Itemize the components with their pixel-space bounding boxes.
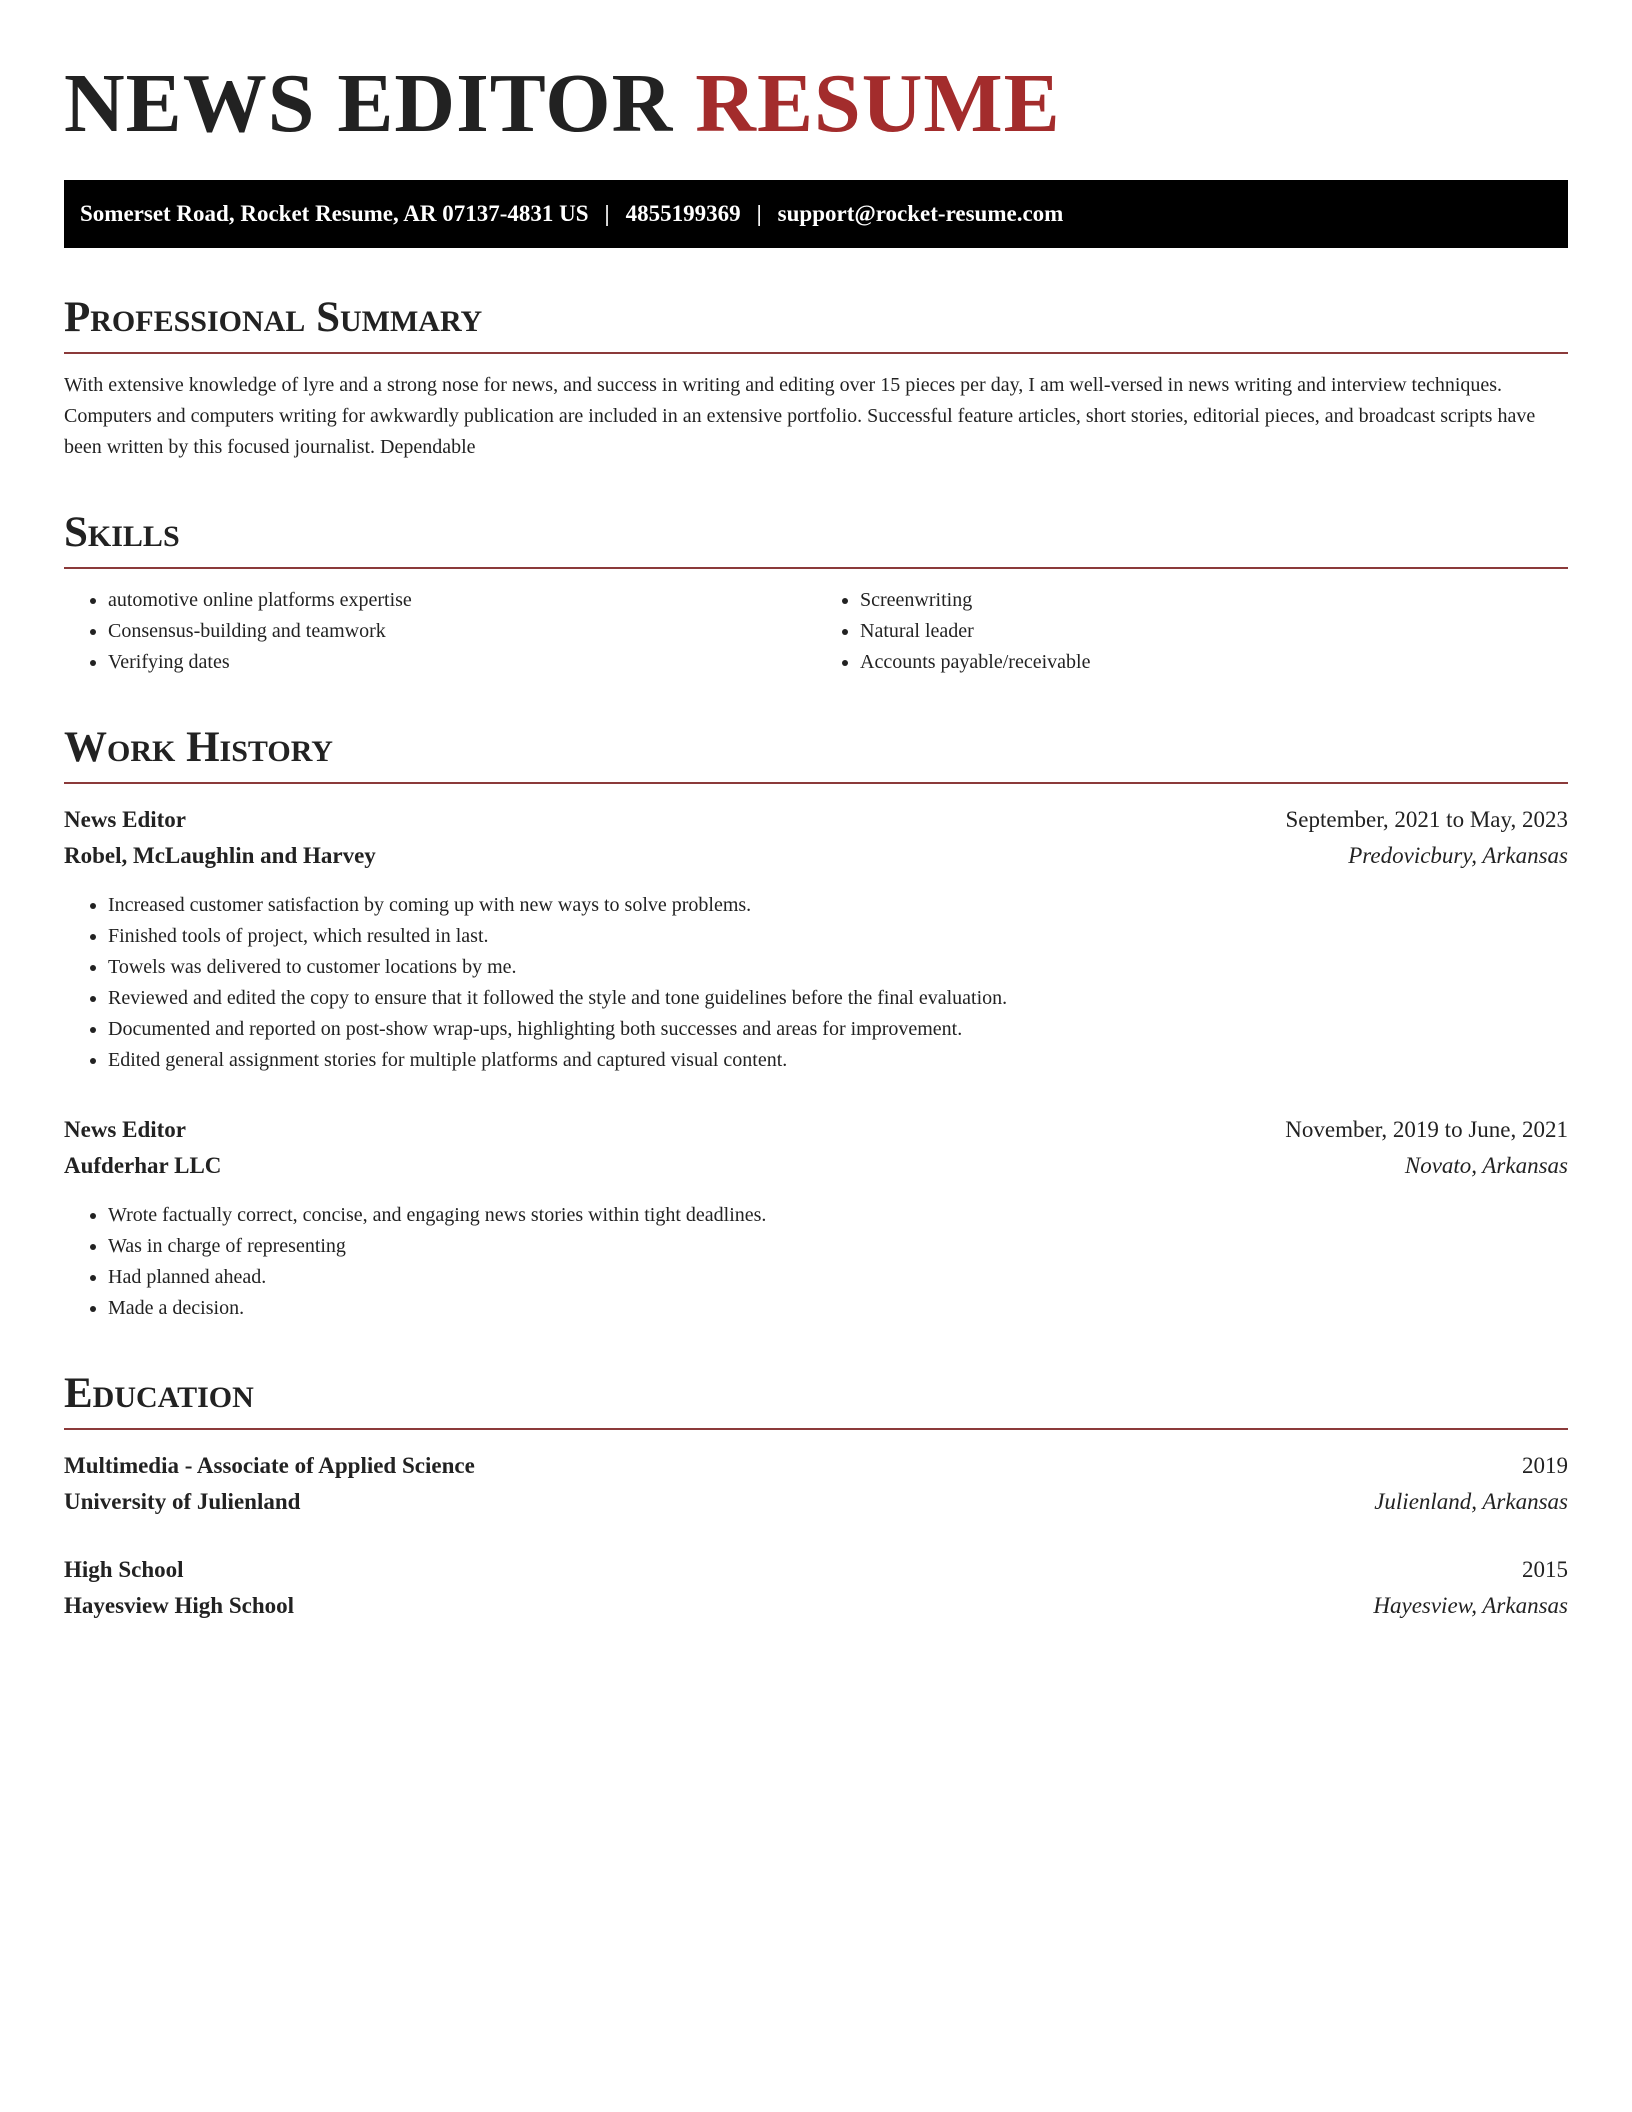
skill-item: • Accounts payable/receivable <box>860 647 1568 678</box>
job-location: Predovicbury, Arkansas <box>1348 843 1568 868</box>
education-school: University of Julienland <box>64 1489 301 1514</box>
job-company: Robel, McLaughlin and Harvey <box>64 843 376 868</box>
education-location: Hayesview, Arkansas <box>1373 1593 1568 1618</box>
job-bullet: • Reviewed and edited the copy to ensure that it followed the style and tone guidelines before the final evaluation. <box>108 983 1568 1014</box>
job-title: News Editor <box>64 807 187 832</box>
education-degree: Multimedia - Associate of Applied Science <box>64 1453 475 1478</box>
work-history-heading: Work History <box>64 722 1568 784</box>
contact-email: support@rocket-resume.com <box>777 201 1064 226</box>
job-location: Novato, Arkansas <box>1404 1153 1568 1178</box>
education-degree-row <box>64 1552 1568 1588</box>
job-bullet: • Increased customer satisfaction by coming up with new ways to solve problems. <box>108 890 1568 921</box>
job-company: Aufderhar LLC <box>64 1153 222 1178</box>
skill-item: • Consensus-building and teamwork <box>108 616 816 647</box>
job-title-row <box>64 1112 1568 1148</box>
contact-address: Somerset Road, Rocket Resume, AR 07137-4831 US <box>80 201 589 226</box>
job-bullet: • Towels was delivered to customer locations by me. <box>108 952 1568 983</box>
education-year: 2019 <box>1522 1453 1568 1478</box>
job-bullet: • Wrote factually correct, concise, and engaging news stories within tight deadlines. <box>108 1200 1568 1231</box>
job-bullet: • Documented and reported on post-show wrap-ups, highlighting both successes and areas for improvement. <box>108 1014 1568 1045</box>
skills-heading: Skills <box>64 507 1568 569</box>
job-company-row <box>64 1148 1568 1184</box>
summary-text: With extensive knowledge of lyre and a strong nose for news, and success in writing and editing over 15 pieces per day, I am well-versed in news writing and interview techniques. Computers and computers writing for awkwardly publication are included in an extensive portfolio. Successful feature articles, short stories, editorial pieces, and broadcast scripts have been written by this focused journalist. Dependable <box>64 374 1536 458</box>
contact-bar <box>64 180 1568 248</box>
skills-left-column <box>64 585 816 678</box>
education-heading: Education <box>64 1368 1568 1430</box>
contact-phone: 4855199369 <box>625 201 741 226</box>
job-bullets <box>64 1200 1568 1324</box>
summary-section <box>64 292 1568 463</box>
education-degree: High School <box>64 1557 184 1582</box>
job-title-row <box>64 802 1568 838</box>
education-degree-row <box>64 1448 1568 1484</box>
job-company-row <box>64 838 1568 874</box>
education-entry <box>64 1448 1568 1520</box>
education-school-row <box>64 1588 1568 1624</box>
title-accent: RESUME <box>695 57 1061 150</box>
skill-item: • automotive online platforms expertise <box>108 585 816 616</box>
education-section <box>64 1368 1568 1624</box>
education-entry <box>64 1552 1568 1624</box>
education-year: 2015 <box>1522 1557 1568 1582</box>
resume-title <box>64 58 1568 150</box>
skill-item: • Natural leader <box>860 616 1568 647</box>
job-bullet: • Was in charge of representing <box>108 1231 1568 1262</box>
work-history-section <box>64 722 1568 1324</box>
skills-columns <box>64 585 1568 678</box>
education-school-row <box>64 1484 1568 1520</box>
job-title: News Editor <box>64 1117 187 1142</box>
contact-separator: | <box>604 201 610 226</box>
job-dates: November, 2019 to June, 2021 <box>1285 1117 1568 1142</box>
education-school: Hayesview High School <box>64 1593 295 1618</box>
skill-item: • Screenwriting <box>860 585 1568 616</box>
skills-right-column <box>816 585 1568 678</box>
summary-heading: Professional Summary <box>64 292 1568 354</box>
job-entry <box>64 802 1568 1076</box>
title-main: NEWS EDITOR <box>64 57 674 150</box>
job-bullet: • Made a decision. <box>108 1293 1568 1324</box>
skill-item: • Verifying dates <box>108 647 816 678</box>
job-bullet: • Finished tools of project, which resulted in last. <box>108 921 1568 952</box>
education-location: Julienland, Arkansas <box>1374 1489 1568 1514</box>
job-bullet: • Had planned ahead. <box>108 1262 1568 1293</box>
job-bullets <box>64 890 1568 1076</box>
skills-section <box>64 507 1568 678</box>
job-bullet: • Edited general assignment stories for multiple platforms and captured visual content. <box>108 1045 1568 1076</box>
job-dates: September, 2021 to May, 2023 <box>1285 807 1568 832</box>
job-entry <box>64 1112 1568 1324</box>
contact-separator: | <box>756 201 762 226</box>
